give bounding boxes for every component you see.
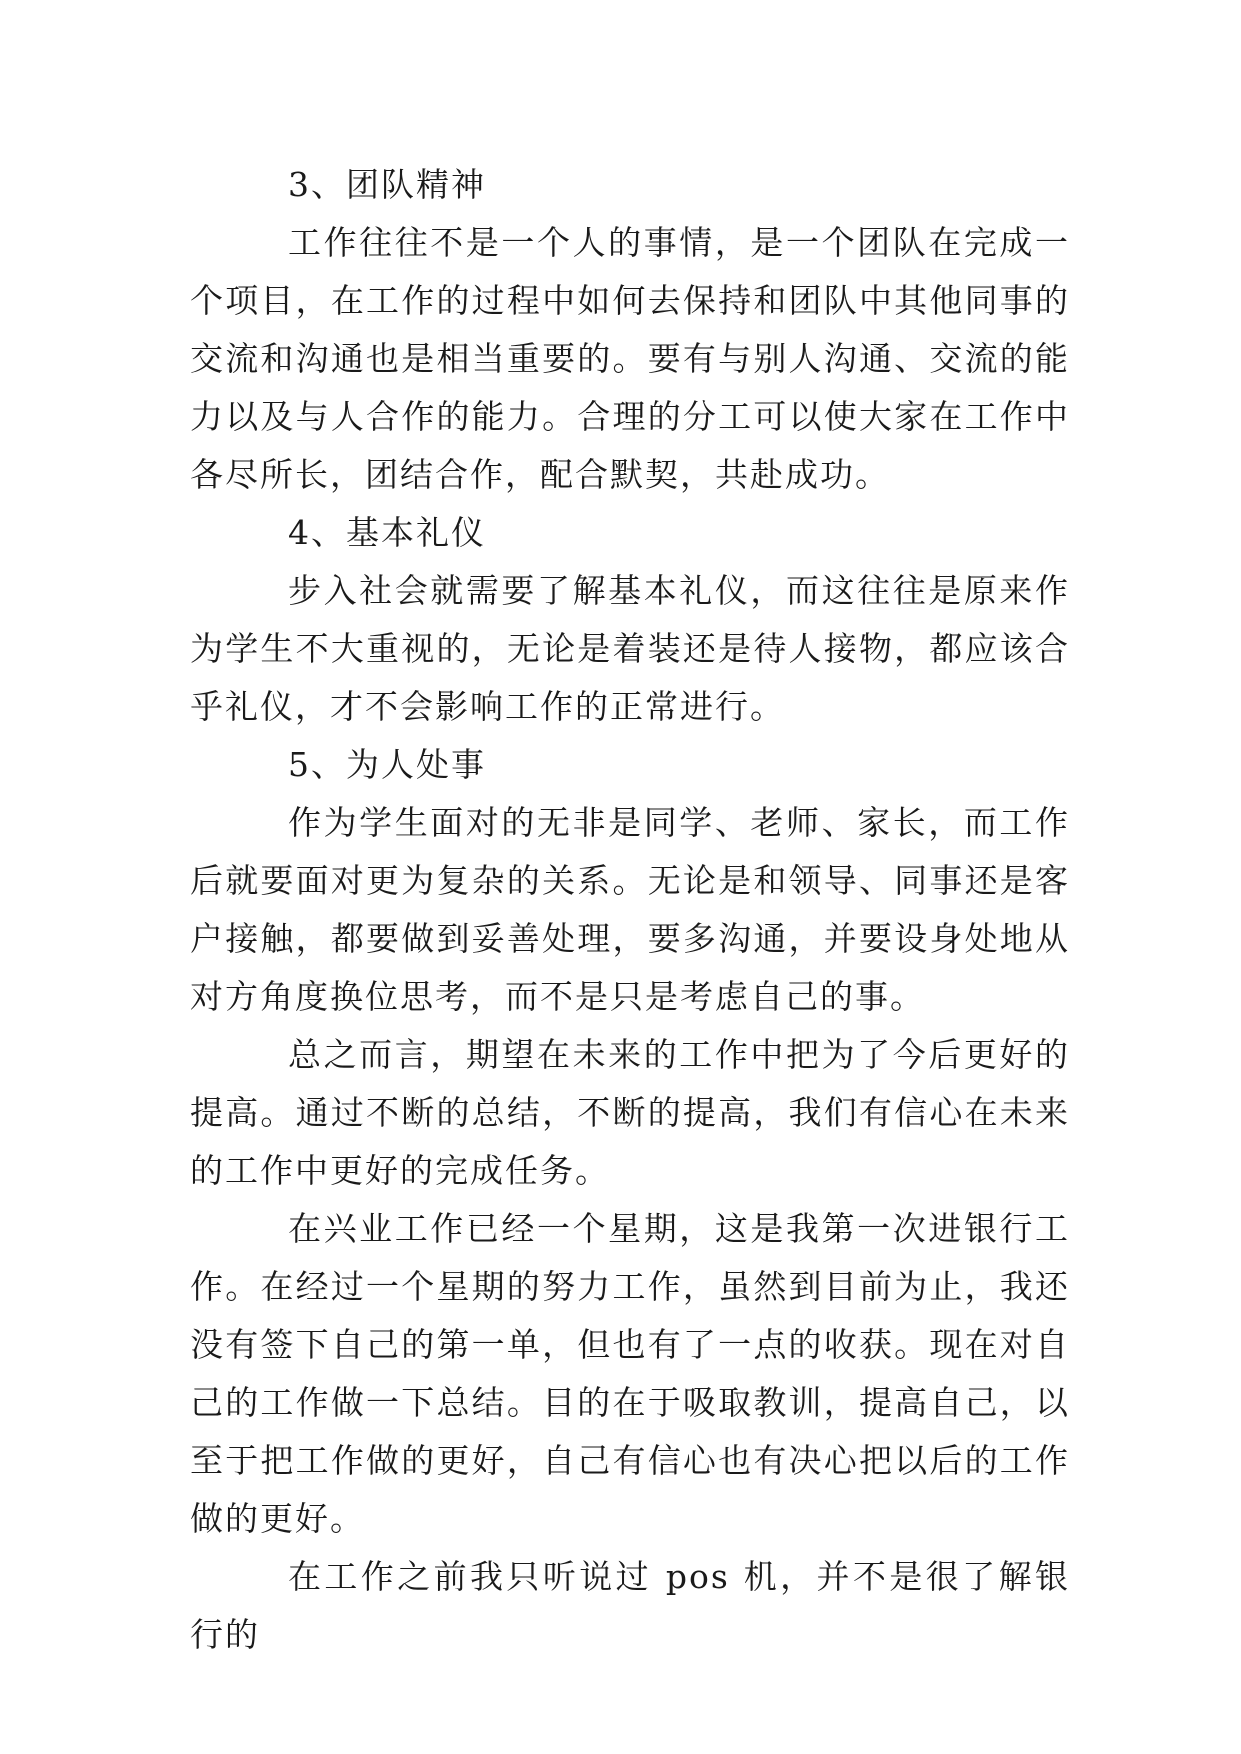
paragraph-teamwork: 工作往往不是一个人的事情，是一个团队在完成一个项目，在工作的过程中如何去保持和团队中其他同事的交流和沟通也是相当重要的。要有与别人沟通、交流的能力以及与人合作的能力。合理的分工可以使大家在工作中各尽所长，团结合作，配合默契，共赴成功。: [190, 223, 1070, 494]
section-heading-conduct: 5、为人处事: [288, 745, 486, 784]
paragraph-pos: 在工作之前我只听说过 pos 机，并不是很了解银行的: [190, 1557, 1070, 1654]
paragraph-conduct: 作为学生面对的无非是同学、老师、家长，而工作后就要面对更为复杂的关系。无论是和领导、同事还是客户接触，都要做到妥善处理，要多沟通，并要设身处地从对方角度换位思考，而不是只是考虑自己的事。: [190, 803, 1070, 1016]
document-body: [190, 156, 1070, 1664]
paragraph-etiquette: 步入社会就需要了解基本礼仪，而这往往是原来作为学生不大重视的，无论是着装还是待人接物，都应该合乎礼仪，才不会影响工作的正常进行。: [190, 571, 1070, 726]
paragraph-bank-work: 在兴业工作已经一个星期，这是我第一次进银行工作。在经过一个星期的努力工作，虽然到目前为止，我还没有签下自己的第一单，但也有了一点的收获。现在对自己的工作做一下总结。目的在于吸取教训，提高自己，以至于把工作做的更好，自己有信心也有决心把以后的工作做的更好。: [190, 1209, 1070, 1538]
section-heading-etiquette: 4、基本礼仪: [288, 513, 486, 552]
paragraph-summary: 总之而言，期望在未来的工作中把为了今后更好的提高。通过不断的总结，不断的提高，我们有信心在未来的工作中更好的完成任务。: [190, 1035, 1070, 1190]
section-heading-teamwork: 3、团队精神: [288, 165, 486, 204]
